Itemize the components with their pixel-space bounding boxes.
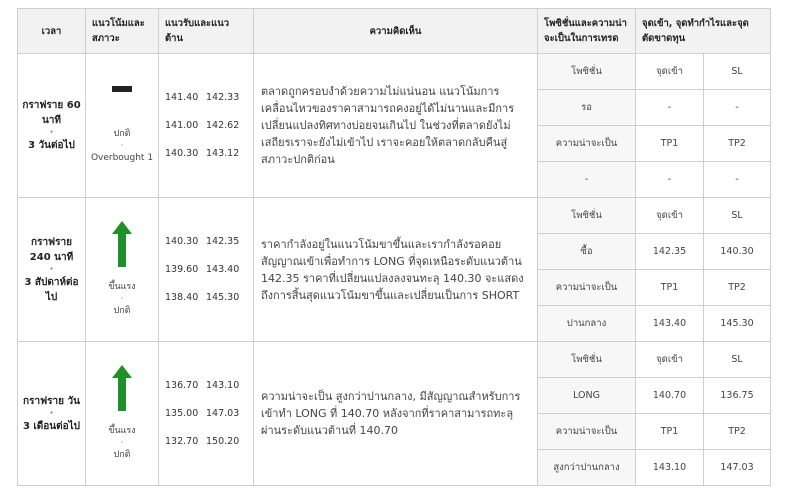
- header-row: [18, 9, 771, 54]
- position-cell: โพซิชั่น: [538, 198, 636, 234]
- position-cell: ซื้อ: [538, 234, 636, 270]
- trend-separator: ·: [120, 141, 124, 151]
- timeframe-horizon: 3 วันต่อไป: [28, 140, 75, 151]
- position-cell: -: [704, 162, 771, 198]
- position-cell: 142.35: [636, 234, 704, 270]
- support-value: 140.30: [165, 148, 199, 159]
- position-cell: TP1: [636, 414, 704, 450]
- position-cell: -: [636, 162, 704, 198]
- position-cell: SL: [704, 198, 771, 234]
- level-row: [165, 256, 247, 284]
- trend-strength: ปกติ: [113, 129, 131, 139]
- trend-separator: ·: [120, 294, 124, 304]
- table-row: [18, 54, 771, 90]
- header-comment: ความคิดเห็น: [254, 9, 538, 54]
- resistance-value: 143.10: [206, 380, 240, 391]
- support-value: 132.70: [165, 436, 199, 447]
- level-row: [165, 284, 247, 312]
- header-time: เวลา: [18, 9, 86, 54]
- level-row: [165, 428, 247, 456]
- resistance-value: 150.20: [206, 436, 240, 447]
- trend-icon-wrap: [88, 365, 156, 424]
- position-cell: โพซิชั่น: [538, 54, 636, 90]
- timeframe-horizon: 3 สัปดาห์ต่อไป: [24, 276, 79, 303]
- position-cell: TP1: [636, 270, 704, 306]
- timeframe-separator: ·: [49, 407, 54, 419]
- position-cell: -: [636, 90, 704, 126]
- position-cell: -: [704, 90, 771, 126]
- position-cell: 147.03: [704, 450, 771, 486]
- resistance-value: 142.35: [206, 236, 240, 247]
- header-entry: จุดเข้า, จุดทำกำไรและจุดตัดขาดทุน: [636, 9, 771, 54]
- position-cell: TP2: [704, 414, 771, 450]
- header-position: โพซิชั่นและความน่าจะเป็นในการเทรด: [538, 9, 636, 54]
- position-cell: 136.75: [704, 378, 771, 414]
- position-cell: ความน่าจะเป็น: [538, 414, 636, 450]
- trend-cell: [86, 342, 159, 486]
- position-cell: TP2: [704, 126, 771, 162]
- support-value: 138.40: [165, 292, 199, 303]
- position-cell: จุดเข้า: [636, 54, 704, 90]
- timeframe-cell: [18, 54, 86, 198]
- resistance-value: 142.62: [206, 120, 240, 131]
- resistance-value: 143.40: [206, 264, 240, 275]
- trend-cell: [86, 54, 159, 198]
- trend-icon-wrap: [88, 221, 156, 280]
- comment-cell: ตลาดถูกครอบงำด้วยความไม่แน่นอน แนวโน้มการเคลื่อนไหวของราคาสามารถคงอยู่ได้ไม่นานและมีการเปลี่ยนแปลงทิศทางบ่อยจนเกินไป ในช่วงที่ตลาดยังไม่เสถียรเราจะยังไม่เข้าไป เราจะคอยให้ตลาดกลับคืนสู่สภาวะปกติก่อน: [254, 54, 538, 198]
- levels-cell: [159, 54, 254, 198]
- trend-cell: [86, 198, 159, 342]
- level-row: [165, 228, 247, 256]
- dash-icon: [112, 86, 132, 92]
- timeframe-separator: ·: [49, 127, 54, 138]
- level-row: [165, 84, 247, 112]
- position-cell: จุดเข้า: [636, 198, 704, 234]
- trend-strength: ขึ้นแรง: [108, 426, 136, 436]
- arrow-up-icon: [112, 365, 132, 411]
- support-value: 136.70: [165, 380, 199, 391]
- timeframe-horizon: 3 เดือนต่อไป: [22, 420, 81, 432]
- position-cell: ความน่าจะเป็น: [538, 270, 636, 306]
- support-value: 140.30: [165, 236, 199, 247]
- level-row: [165, 112, 247, 140]
- level-row: [165, 400, 247, 428]
- resistance-value: 147.03: [206, 408, 240, 419]
- support-value: 141.40: [165, 92, 199, 103]
- table-row: [18, 198, 771, 234]
- timeframe-label: กราฟราย วัน: [23, 395, 80, 407]
- trend-condition: ปกติ: [113, 306, 131, 316]
- timeframe-label: กราฟราย 240 นาที: [29, 236, 74, 263]
- position-cell: สูงกว่าปานกลาง: [538, 450, 636, 486]
- header-levels: แนวรับและแนวต้าน: [159, 9, 254, 54]
- header-trend: แนวโน้มและสภาวะ: [86, 9, 159, 54]
- position-cell: SL: [704, 54, 771, 90]
- support-value: 135.00: [165, 408, 199, 419]
- timeframe-separator: ·: [49, 263, 54, 275]
- position-cell: โพซิชั่น: [538, 342, 636, 378]
- position-cell: 145.30: [704, 306, 771, 342]
- levels-cell: [159, 198, 254, 342]
- comment-cell: ความน่าจะเป็น สูงกว่าปานกลาง, มีสัญญาณสำหรับการเข้าทำ LONG ที่ 140.70 หลังจากที่ราคาสามารถทะลุผ่านระดับแนวต้านที่ 140.70: [254, 342, 538, 486]
- position-cell: LONG: [538, 378, 636, 414]
- trend-condition: ปกติ: [113, 450, 131, 460]
- level-row: [165, 140, 247, 168]
- position-cell: SL: [704, 342, 771, 378]
- position-cell: จุดเข้า: [636, 342, 704, 378]
- position-cell: ความน่าจะเป็น: [538, 126, 636, 162]
- support-value: 139.60: [165, 264, 199, 275]
- arrow-up-icon: [112, 221, 132, 267]
- trend-strength: ขึ้นแรง: [108, 282, 136, 292]
- comment-cell: ราคากำลังอยู่ในแนวโน้มขาขึ้นและเรากำลังรอคอยสัญญาณเข้าเพื่อทำการ LONG ที่จุดเหนือระดับแนวต้าน 142.35 ราคาที่เปลี่ยนแปลงลงจนทะลุ 140.30 จะแสดงถึงการสิ้นสุดแนวโน้มขาขึ้นและเปลี่ยนเป็นการ SHORT: [254, 198, 538, 342]
- table-row: [18, 342, 771, 378]
- timeframe-label: กราฟราย 60 นาที: [22, 100, 81, 126]
- timeframe-cell: [18, 342, 86, 486]
- position-cell: 143.40: [636, 306, 704, 342]
- position-cell: TP1: [636, 126, 704, 162]
- position-cell: 140.30: [704, 234, 771, 270]
- support-value: 141.00: [165, 120, 199, 131]
- position-cell: TP2: [704, 270, 771, 306]
- level-row: [165, 372, 247, 400]
- levels-cell: [159, 342, 254, 486]
- trend-condition: Overbought 1: [90, 153, 154, 163]
- resistance-value: 143.12: [206, 148, 240, 159]
- table-body: [18, 54, 771, 486]
- position-cell: 143.10: [636, 450, 704, 486]
- position-cell: 140.70: [636, 378, 704, 414]
- resistance-value: 142.33: [206, 92, 240, 103]
- resistance-value: 145.30: [206, 292, 240, 303]
- position-cell: -: [538, 162, 636, 198]
- trend-separator: ·: [120, 438, 124, 448]
- position-cell: รอ: [538, 90, 636, 126]
- trend-icon-wrap: [88, 86, 156, 127]
- timeframe-cell: [18, 198, 86, 342]
- position-cell: ปานกลาง: [538, 306, 636, 342]
- trading-table: [17, 8, 771, 486]
